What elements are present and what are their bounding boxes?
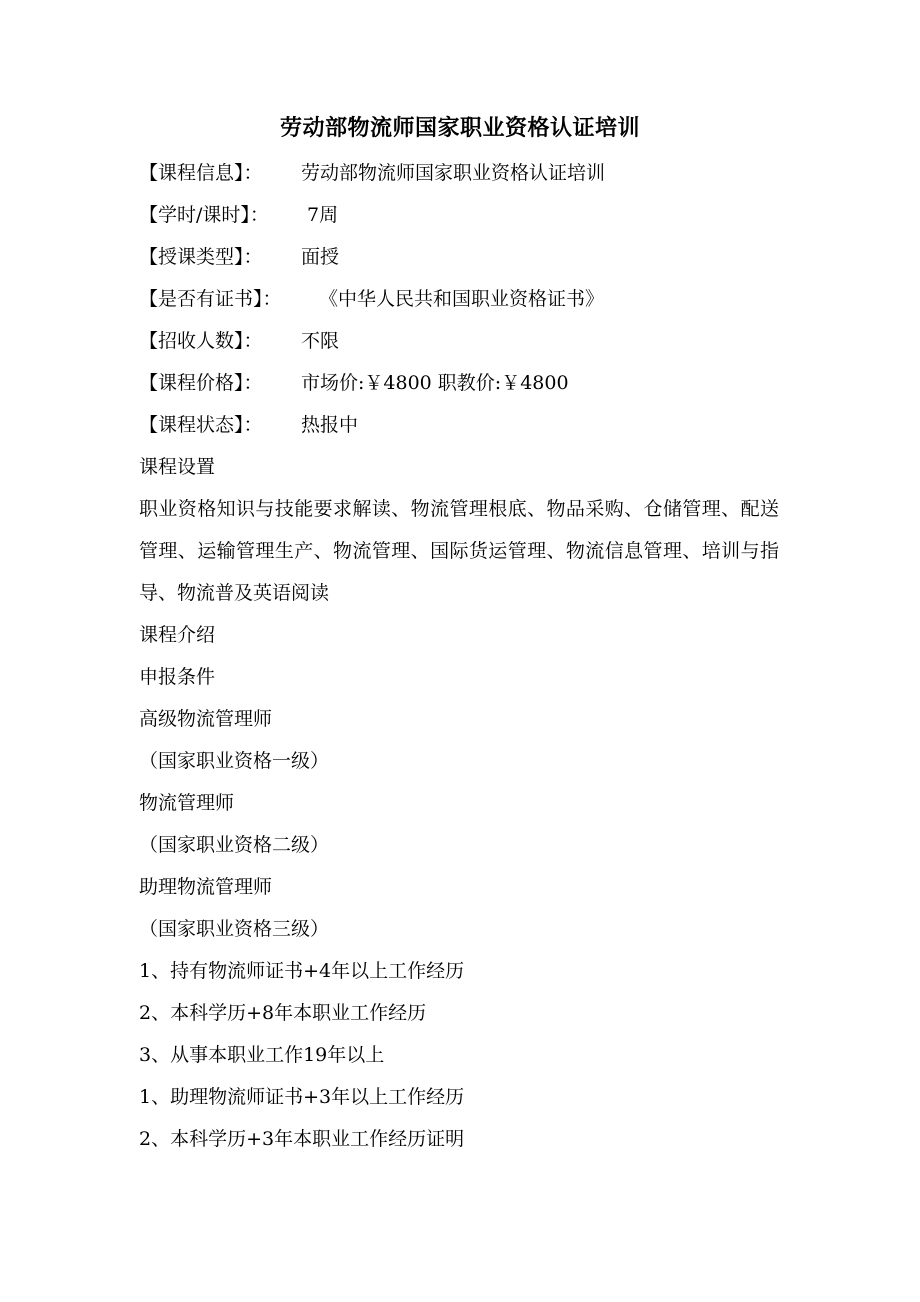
requirement-item: 1、助理物流师证书+3年以上工作经历 [139,1086,465,1108]
info-row-certificate [139,278,779,320]
info-row-course-info [139,152,779,194]
info-label: 【学时/课时】： [139,204,269,226]
info-label: 【招收人数】： [139,330,263,352]
info-value: 面授 [301,246,340,268]
document-body [139,152,779,1160]
section-heading-course-intro: 课程介绍 [139,624,216,646]
level-title-middle: 物流管理师 [139,792,235,814]
info-value: 市场价:￥4800 职教价:￥4800 [301,372,569,394]
requirement-item: 1、持有物流师证书+4年以上工作经历 [139,960,465,982]
info-row-enrollment [139,320,779,362]
level-note-senior: （国家职业资格一级） [139,750,330,772]
info-row-hours [139,194,779,236]
section-heading-requirements: 申报条件 [139,666,216,688]
info-row-teaching-type [139,236,779,278]
requirement-item: 2、本科学历+3年本职业工作经历证明 [139,1128,465,1150]
info-row-status [139,404,779,446]
info-value: 热报中 [301,414,359,436]
info-value: 不限 [301,330,340,352]
level-title-assistant: 助理物流管理师 [139,876,273,898]
level-note-middle: （国家职业资格二级） [139,834,330,856]
info-value: 劳动部物流师国家职业资格认证培训 [301,162,606,184]
info-row-price [139,362,779,404]
course-setup-paragraph: 职业资格知识与技能要求解读、物流管理根底、物品采购、仓储管理、配送管理、运输管理生产、物流管理、国际货运管理、物流信息管理、培训与指导、物流普及英语阅读 [139,498,779,604]
info-label: 【课程状态】： [139,414,263,436]
requirement-item: 3、从事本职业工作19年以上 [139,1044,385,1066]
info-label: 【课程信息】： [139,162,263,184]
info-label: 【授课类型】： [139,246,263,268]
info-value: 7周 [301,204,339,226]
document-title: 劳动部物流师国家职业资格认证培训 [279,115,640,141]
info-label: 【是否有证书】： [139,288,282,310]
level-title-senior: 高级物流管理师 [139,708,273,730]
info-label: 【课程价格】： [139,372,263,394]
info-value: 《中华人民共和国职业资格证书》 [319,288,605,310]
level-note-assistant: （国家职业资格三级） [139,918,330,940]
requirement-item: 2、本科学历+8年本职业工作经历 [139,1002,427,1024]
section-heading-course-setup: 课程设置 [139,456,216,478]
